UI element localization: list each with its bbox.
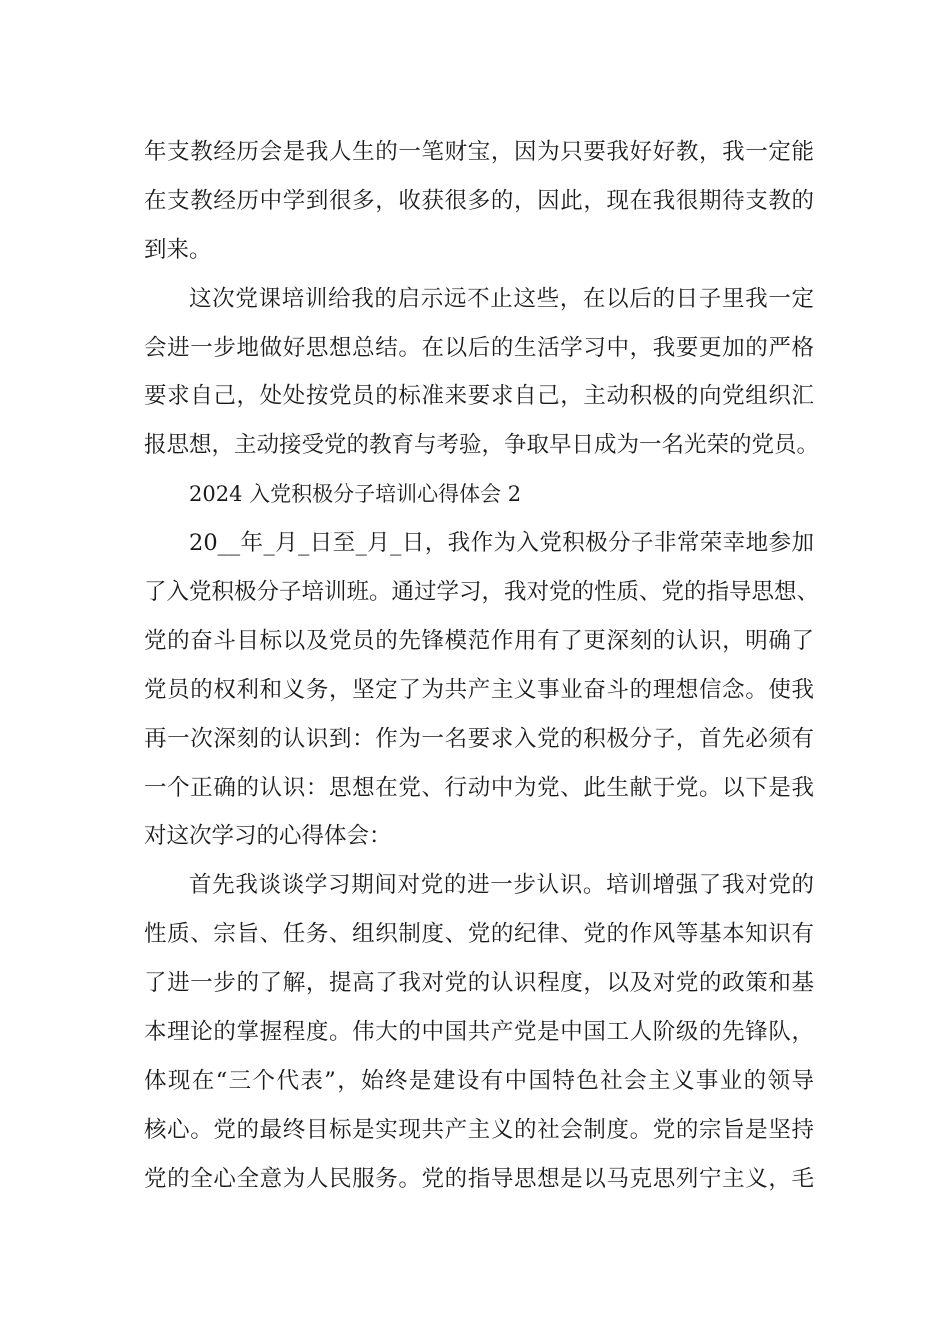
text-line: 了入党积极分子培训班。通过学习，我对党的性质、党的指导思想、 (144, 579, 820, 606)
text-line: 对这次学习的心得体会： (144, 823, 392, 850)
text-line: 到来。 (144, 236, 212, 263)
section-heading: 2024 入党积极分子培训心得体会 2 (189, 482, 522, 507)
document-body (144, 128, 820, 1204)
text-line: 首先我谈谈学习期间对党的进一步认识。培训增强了我对党的 (189, 872, 814, 899)
text-line: 再一次深刻的认识到：作为一名要求入党的积极分子，首先必须有 (144, 725, 814, 752)
text-line: 这次党课培训给我的启示远不止这些，在以后的日子里我一定 (189, 285, 814, 312)
text-line: 要求自己，处处按党员的标准来要求自己，主动积极的向党组织汇 (144, 383, 814, 410)
text-line: 会进一步地做好思想总结。在以后的生活学习中，我要更加的严格 (144, 334, 814, 361)
text-line: 党员的权利和义务，坚定了为共产主义事业奋斗的理想信念。使我 (144, 676, 814, 703)
text-line: 性质、宗旨、任务、组织制度、党的纪律、党的作风等基本知识有 (144, 921, 814, 948)
text-line: 本理论的掌握程度。伟大的中国共产党是中国工人阶级的先锋队， (144, 1019, 814, 1046)
text-line: 核心。党的最终目标是实现共产主义的社会制度。党的宗旨是坚持 (144, 1116, 814, 1143)
text-line: 了进一步的了解，提高了我对党的认识程度，以及对党的政策和基 (144, 970, 814, 997)
text-line: 年支教经历会是我人生的一笔财宝，因为只要我好好教，我一定能 (144, 139, 814, 165)
text-line: 一个正确的认识：思想在党、行动中为党、此生献于党。以下是我 (144, 774, 814, 801)
text-line: 报思想，主动接受党的教育与考验，争取早日成为一名光荣的党员。 (144, 432, 820, 459)
text-line: 体现在“三个代表”，始终是建设有中国特色社会主义事业的领导 (144, 1067, 814, 1094)
text-line: 党的奋斗目标以及党员的先锋模范作用有了更深刻的认识，明确了 (144, 627, 814, 654)
text-line: 20__年_月_日至_月_日，我作为入党积极分子非常荣幸地参加 (189, 530, 814, 557)
text-line: 党的全心全意为人民服务。党的指导思想是以马克思列宁主义，毛 (144, 1165, 814, 1192)
text-line: 在支教经历中学到很多，收获很多的，因此，现在我很期待支教的 (144, 187, 814, 214)
